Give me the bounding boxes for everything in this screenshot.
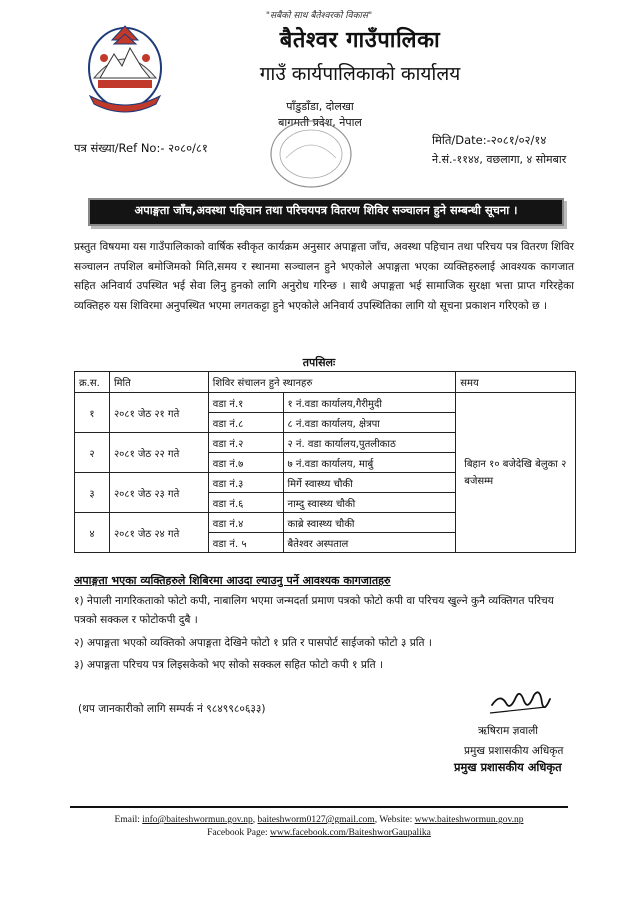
header-serial-no: क्र.स.	[75, 372, 110, 393]
header-camp-location: शिविर संचालन हुने स्थानहरु	[208, 372, 456, 393]
ward-cell: वडा नं.७	[208, 453, 283, 473]
ward-cell: वडा नं.३	[208, 473, 283, 493]
ward-cell: वडा नं. ५	[208, 533, 283, 553]
website-label: Website:	[379, 815, 413, 825]
header-time: समय	[456, 372, 576, 393]
serial-cell: ३	[75, 473, 110, 513]
table-row	[75, 393, 576, 413]
footer-facebook-line	[0, 828, 638, 838]
letter-date: मिति/Date:-२०८१/०२/१४	[432, 133, 547, 147]
place-cell: नाम्दु स्वास्थ्य चौकी	[283, 493, 456, 513]
date-cell: २०८१ जेठ २३ गते	[109, 473, 208, 513]
ward-cell: वडा नं.२	[208, 433, 283, 453]
place-cell: ८ नं.वडा कार्यालय, क्षेत्रपा	[283, 413, 456, 433]
nepal-sambat-date: ने.सं.-११४४, वछलागा, ४ सोमबार	[432, 153, 567, 166]
date-cell: २०८१ जेठ २१ गते	[109, 393, 208, 433]
header-date: मिति	[109, 372, 208, 393]
address-line-district: पाँडुडाँडा, दोलखा	[286, 100, 354, 113]
email-link-info[interactable]: info@baiteshwormun.gov.np	[142, 815, 253, 825]
place-cell: १ नं.वडा कार्यालय,गैरीमुदी	[283, 393, 456, 413]
office-name: गाउँ कार्यपालिकाको कार्यालय	[259, 63, 461, 85]
municipality-name: बैतेश्वर गाउँपालिका	[279, 28, 441, 53]
motto-text: "सबैको साथ बैतेश्वरको विकास"	[265, 11, 373, 21]
place-cell: मिर्गे स्वास्थ्य चौकी	[283, 473, 456, 493]
website-link[interactable]: www.baiteshwormun.gov.np	[414, 815, 524, 825]
nepal-emblem-logo	[84, 18, 166, 116]
ward-cell: वडा नं.६	[208, 493, 283, 513]
address-line-province: बागमती प्रदेश, नेपाल	[278, 116, 362, 129]
notice-body-paragraph: प्रस्तुत विषयमा यस गाउँपालिकाको वार्षिक स्वीकृत कार्यक्रम अनुसार अपाङ्गता जाँच, अवस्था पहिचान तथा परिचय पत्र वितरण शिविर सञ्चालन तपशिल बमोजिमको मिति,समय र स्थानमा सञ्चालन हुने भएकोले अपाङ्गता भएका व्यक्तिहरुलाई आवश्यक कागजात सहित अनिवार्य उपस्थित भई सेवा लिनु हुनको लागि अनुरोध गरिन्छ । साथै अपाङ्गता भई सामाजिक सुरक्षा भत्ता प्राप्त गरिरहेका व्यक्तिहरु यस शिविरमा अनुपस्थित भएमा लगतकट्टा हुने भएकोले अनिवार्य उपस्थितिका लागि यो सूचना प्रकाशन गरिएको छ ।	[74, 241, 574, 312]
email-link-gmail[interactable]: baiteshworm0127@gmail.com	[257, 815, 375, 825]
place-cell: बैतेश्वर अस्पताल	[283, 533, 456, 553]
serial-cell: ४	[75, 513, 110, 553]
document-item: १) नेपाली नागरिकताको फोटो कपी, नाबालिग भएमा जन्मदर्ता प्रमाण पत्रको फोटो कपी वा परिचय खुल्ने कुनै व्यक्तिगत परिचय पत्रको सक्कल र फोटोकपी दुबै ।	[74, 595, 554, 626]
date-cell: २०८१ जेठ २२ गते	[109, 433, 208, 473]
handwritten-signature	[488, 683, 558, 721]
notice-subject: अपाङ्गता जाँच,अवस्था पहिचान तथा परिचयपत्र वितरण शिविर सञ्चालन हुने सम्बन्धी सूचना ।	[134, 203, 518, 217]
signatory-name: ऋषिराम ज्ञवाली	[478, 725, 539, 737]
facebook-label: Facebook Page:	[207, 828, 268, 838]
place-cell: काब्रे स्वास्थ्य चौकी	[283, 513, 456, 533]
signatory-title-stamp: प्रमुख प्रशासकीय अधिकृत	[454, 760, 562, 774]
email-label: Email:	[114, 815, 140, 825]
required-documents-heading: अपाङ्गता भएका व्यक्तिहरुले शिबिरमा आउदा ल्याउनु पर्ने आवश्यक कागजातहरु	[74, 574, 391, 587]
ward-cell: वडा नं.१	[208, 393, 283, 413]
facebook-link[interactable]: www.facebook.com/BaiteshworGaupalika	[269, 828, 431, 838]
document-item: २) अपाङ्गता भएको व्यक्तिको अपाङ्गता देखिने फोटो १ प्रति र पासपोर्ट साईजको फोटो ३ प्रति ।	[74, 637, 432, 649]
table-header-row	[75, 372, 576, 393]
ward-cell: वडा नं.८	[208, 413, 283, 433]
place-cell: ७ नं.वडा कार्यालय, मार्बु	[283, 453, 456, 473]
details-heading: तपसिलः	[302, 356, 336, 369]
footer-divider	[70, 806, 568, 808]
place-cell: २ नं. वडा कार्यालय,पुतलीकाठ	[283, 433, 456, 453]
footer-contact-line: Email: info@baiteshwormun.gov.np, baiteshworm0127@gmail.com, Website: www.baiteshwormun.gov.np	[114, 815, 524, 825]
date-cell: २०८१ जेठ २४ गते	[109, 513, 208, 553]
serial-cell: १	[75, 393, 110, 433]
serial-cell: २	[75, 433, 110, 473]
reference-number: पत्र संख्या/Ref No:- २०८०/८१	[74, 141, 208, 155]
time-cell: बिहान १० बजेदेखि बेलुका २ बजेसम्म	[456, 393, 576, 553]
contact-note: (थप जानकारीको लागि सम्पर्क नं ९८४९९८०६३३)	[78, 703, 266, 715]
ward-cell: वडा नं.४	[208, 513, 283, 533]
document-item: ३) अपाङ्गता परिचय पत्र लिइसकेको भए सोको सक्कल सहित फोटो कपी १ प्रति ।	[74, 659, 384, 671]
camp-schedule-table	[74, 371, 576, 553]
signatory-title: प्रमुख प्रशासकीय अधिकृत	[464, 745, 564, 757]
office-seal-stamp	[268, 118, 354, 190]
